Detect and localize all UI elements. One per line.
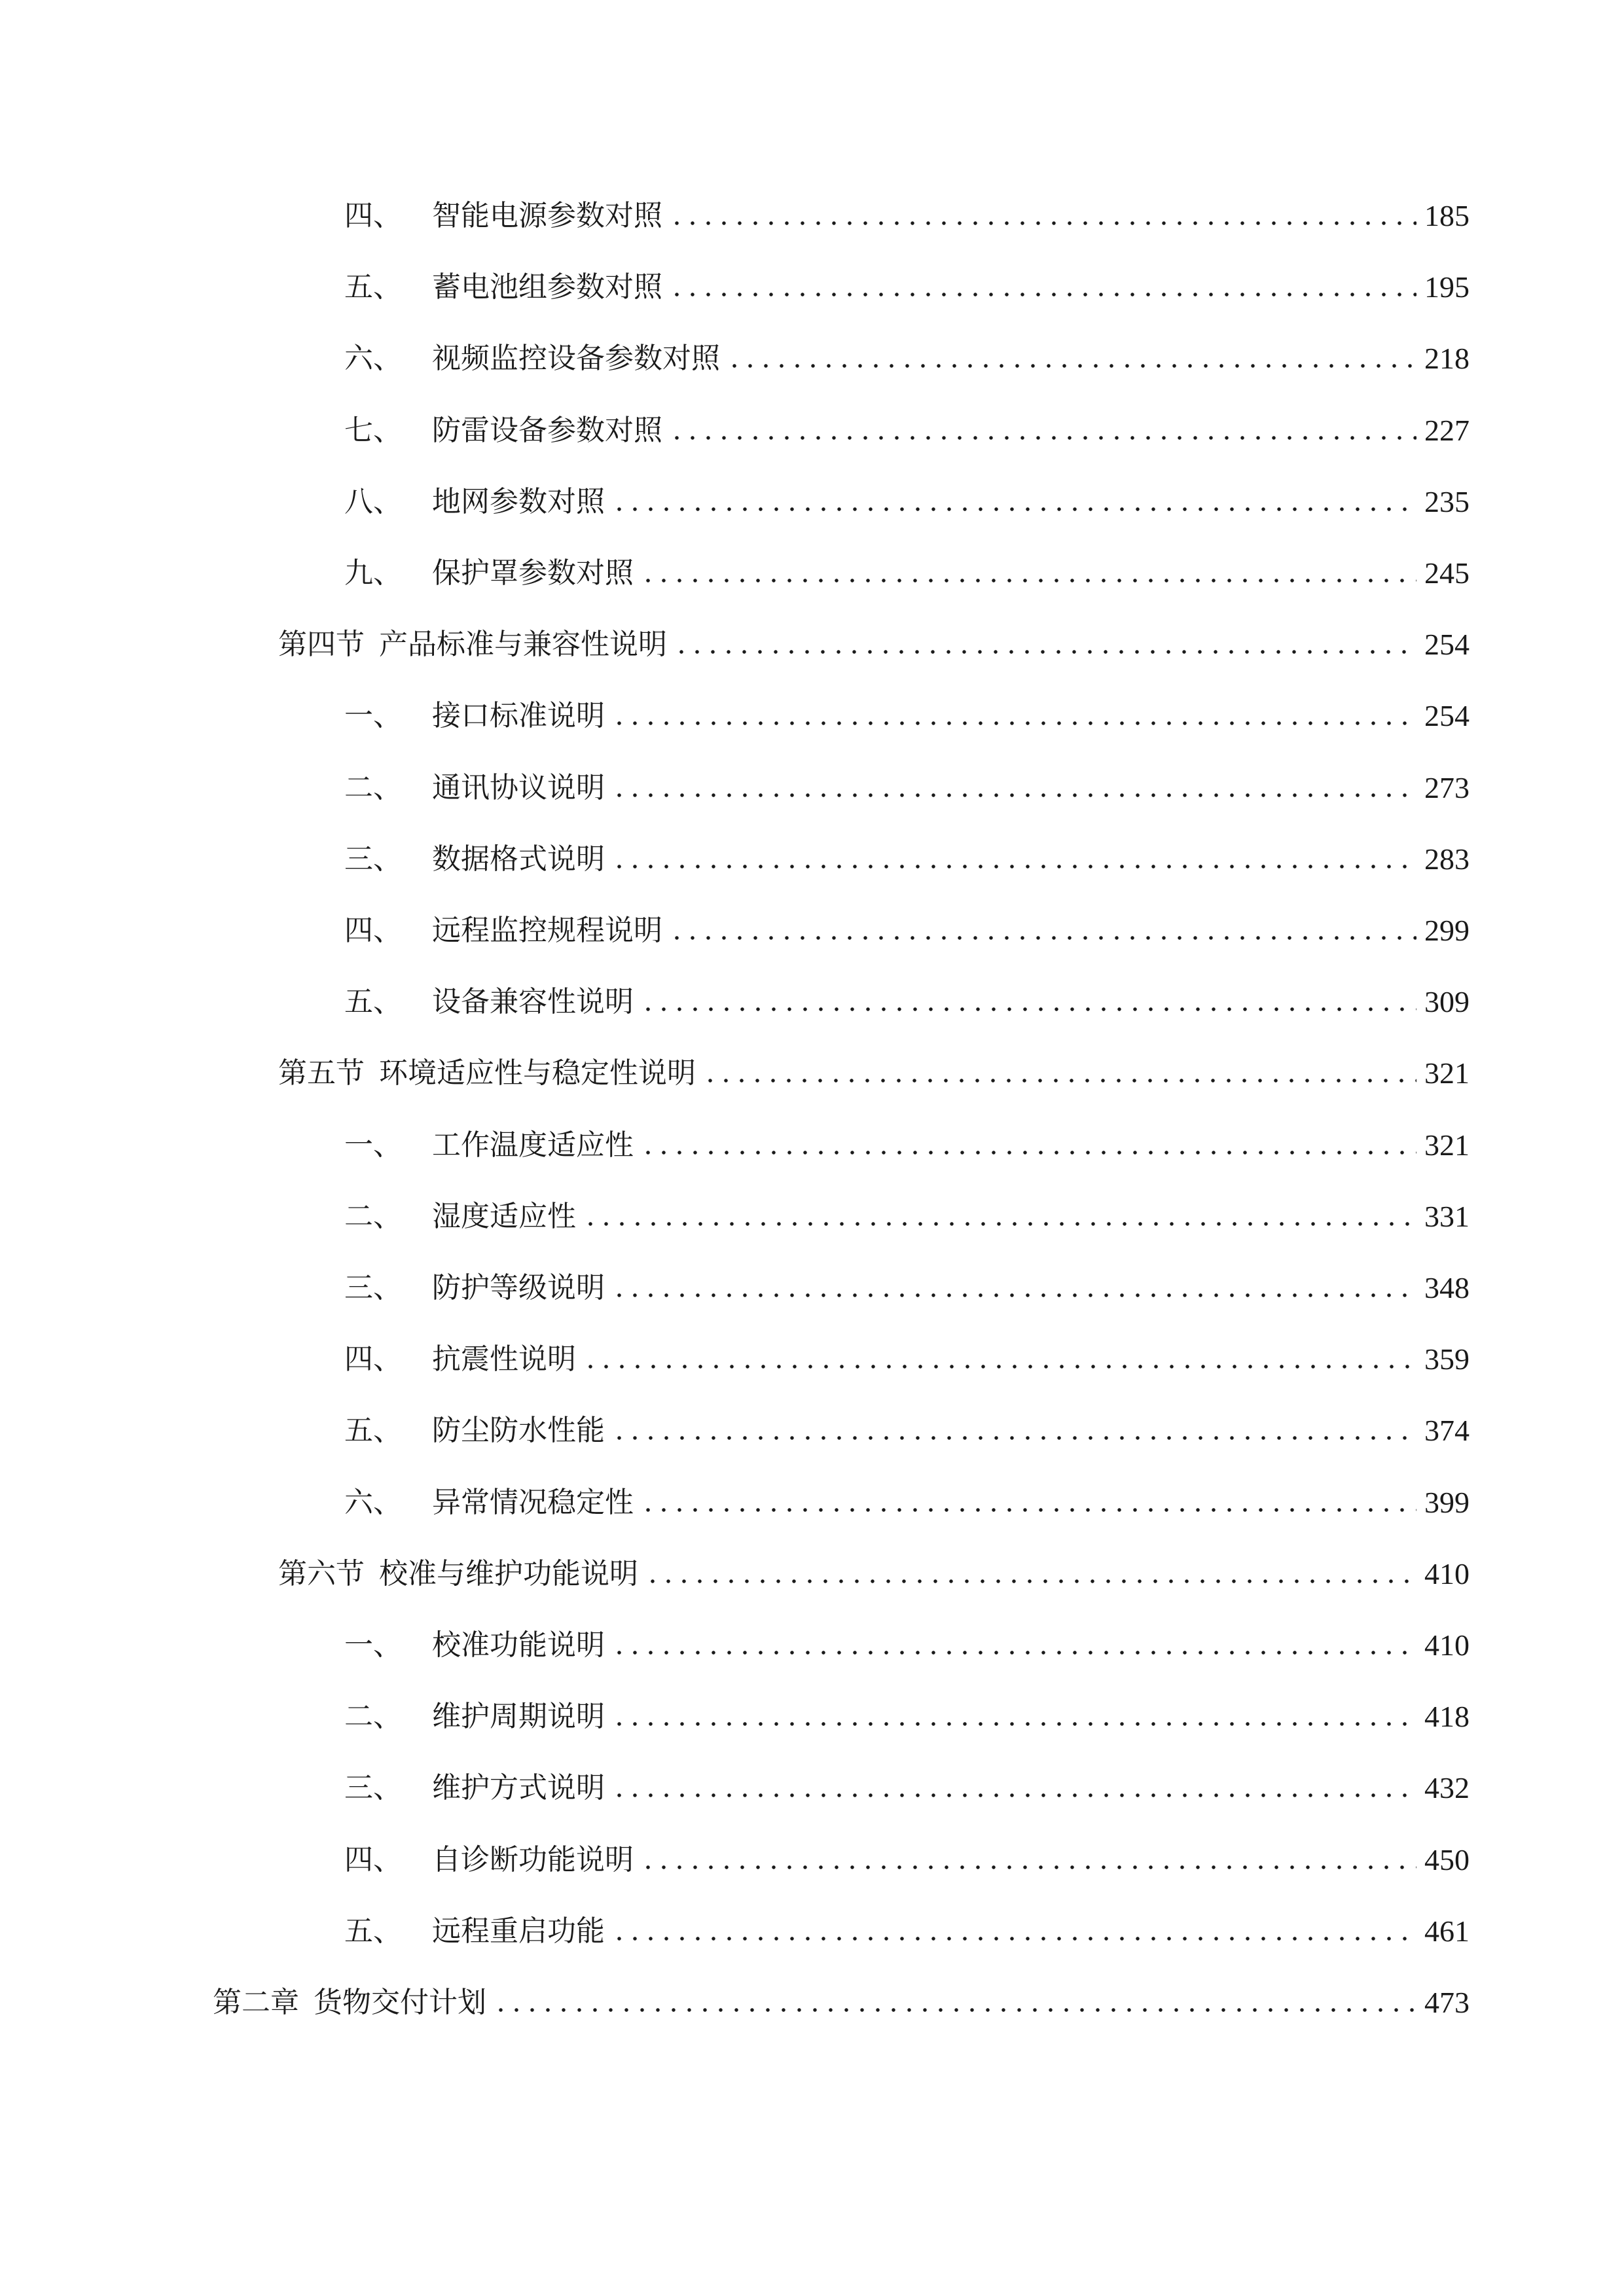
toc-entry-number: 七、	[344, 413, 402, 447]
toc-dot-leader	[645, 1578, 1416, 1585]
toc-dot-leader	[611, 1935, 1416, 1942]
toc-entry-number: 第五节	[278, 1056, 365, 1090]
toc-entry-page-number: 473	[1424, 1986, 1470, 2019]
toc-entry-title: 视频监控设备参数对照	[432, 342, 720, 376]
toc-dot-leader	[640, 1507, 1416, 1513]
toc-entry-page-number: 321	[1424, 1128, 1470, 1162]
toc-entry-page-number: 418	[1424, 1700, 1470, 1734]
toc-entry[interactable]	[344, 768, 1470, 808]
toc-entry-number: 五、	[344, 1914, 402, 1948]
toc-dot-leader	[611, 720, 1416, 726]
toc-dot-leader	[669, 220, 1416, 226]
toc-entry-number: 二、	[344, 1199, 402, 1233]
toc-dot-leader	[640, 1864, 1416, 1871]
toc-entry-page-number: 410	[1424, 1628, 1470, 1662]
toc-entry-number: 一、	[344, 1128, 402, 1162]
toc-dot-leader	[640, 577, 1416, 584]
toc-entry-page-number: 299	[1424, 914, 1470, 947]
toc-entry-number: 四、	[344, 199, 402, 232]
toc-entry-number: 第六节	[278, 1556, 365, 1590]
toc-dot-leader	[611, 506, 1416, 512]
toc-entry-page-number: 309	[1424, 985, 1470, 1019]
toc-entry-page-number: 359	[1424, 1342, 1470, 1376]
toc-entry-number: 一、	[344, 1628, 402, 1662]
toc-entry-title: 维护周期说明	[432, 1700, 605, 1734]
toc-entry-page-number: 218	[1424, 342, 1470, 376]
toc-entry[interactable]	[344, 840, 1470, 879]
toc-entry[interactable]	[344, 1768, 1470, 1808]
toc-dot-leader	[493, 2007, 1416, 2013]
toc-entry[interactable]	[344, 339, 1470, 378]
toc-entry[interactable]	[344, 1268, 1470, 1308]
toc-entry-number: 三、	[344, 1771, 402, 1805]
toc-entry-number: 四、	[344, 1342, 402, 1376]
toc-entry[interactable]	[344, 1126, 1470, 1165]
toc-dot-leader	[611, 863, 1416, 870]
toc-entry[interactable]	[344, 696, 1470, 736]
toc-entry-number: 五、	[344, 985, 402, 1019]
toc-entry-page-number: 321	[1424, 1056, 1470, 1090]
toc-dot-leader	[640, 1149, 1416, 1156]
toc-entry[interactable]	[344, 1197, 1470, 1236]
toc-entry-title: 货物交付计划	[314, 1986, 486, 2019]
toc-entry-title: 接口标准说明	[432, 699, 605, 733]
toc-dot-leader	[611, 1435, 1416, 1441]
toc-entry-number: 六、	[344, 342, 402, 376]
toc-entry-page-number: 185	[1424, 199, 1470, 232]
toc-entry-page-number: 195	[1424, 270, 1470, 304]
toc-entry[interactable]	[344, 1840, 1470, 1880]
toc-entry-title: 湿度适应性	[432, 1199, 576, 1233]
toc-entry[interactable]	[344, 1483, 1470, 1522]
toc-entry-title: 校准功能说明	[432, 1628, 605, 1662]
toc-entry[interactable]	[278, 1054, 1470, 1093]
toc-dot-leader	[727, 363, 1416, 369]
toc-entry-page-number: 254	[1424, 699, 1470, 733]
toc-entry-page-number: 254	[1424, 628, 1470, 662]
toc-entry[interactable]	[344, 1697, 1470, 1736]
toc-entry-page-number: 432	[1424, 1771, 1470, 1805]
toc-dot-leader	[611, 1649, 1416, 1656]
toc-dot-leader	[702, 1077, 1416, 1084]
toc-entry[interactable]	[344, 1626, 1470, 1665]
toc-entry-title: 校准与维护功能说明	[379, 1556, 638, 1590]
toc-entry-number: 三、	[344, 1271, 402, 1304]
toc-entry-title: 地网参数对照	[432, 484, 605, 518]
toc-entry[interactable]	[213, 1983, 1470, 2022]
toc-entry-number: 五、	[344, 1414, 402, 1448]
toc-entry[interactable]	[344, 1340, 1470, 1379]
toc-entry-page-number: 331	[1424, 1199, 1470, 1233]
toc-dot-leader	[669, 435, 1416, 441]
toc-dot-leader	[583, 1363, 1416, 1370]
toc-entry-number: 二、	[344, 1700, 402, 1734]
toc-entry-title: 产品标准与兼容性说明	[379, 628, 667, 662]
toc-entry-title: 工作温度适应性	[432, 1128, 634, 1162]
toc-entry-page-number: 461	[1424, 1914, 1470, 1948]
toc-entry[interactable]	[278, 1554, 1470, 1594]
toc-entry[interactable]	[344, 268, 1470, 307]
toc-entry-number: 第二章	[213, 1986, 299, 2019]
toc-entry-page-number: 245	[1424, 556, 1470, 590]
toc-entry-title: 远程监控规程说明	[432, 914, 662, 947]
toc-entry-page-number: 410	[1424, 1556, 1470, 1590]
toc-entry-page-number: 235	[1424, 484, 1470, 518]
toc-entry[interactable]	[344, 196, 1470, 236]
toc-dot-leader	[669, 935, 1416, 941]
toc-dot-leader	[611, 1292, 1416, 1299]
toc-entry[interactable]	[344, 911, 1470, 950]
toc-entry-title: 通讯协议说明	[432, 770, 605, 804]
toc-entry[interactable]	[344, 1411, 1470, 1450]
toc-dot-leader	[611, 1721, 1416, 1727]
toc-dot-leader	[583, 1221, 1416, 1227]
toc-entry-number: 一、	[344, 699, 402, 733]
toc-entry[interactable]	[344, 411, 1470, 450]
toc-entry-title: 维护方式说明	[432, 1771, 605, 1805]
toc-entry[interactable]	[344, 554, 1470, 593]
toc-dot-leader	[669, 291, 1416, 298]
toc-dot-leader	[674, 649, 1416, 655]
toc-dot-leader	[640, 1006, 1416, 1013]
toc-entry[interactable]	[344, 482, 1470, 522]
toc-entry-number: 二、	[344, 770, 402, 804]
toc-entry-title: 抗震性说明	[432, 1342, 576, 1376]
toc-entry-number: 九、	[344, 556, 402, 590]
toc-entry-number: 六、	[344, 1485, 402, 1519]
toc-entry-page-number: 348	[1424, 1271, 1470, 1304]
toc-entry-page-number: 273	[1424, 770, 1470, 804]
toc-dot-leader	[611, 1792, 1416, 1799]
toc-entry-title: 防护等级说明	[432, 1271, 605, 1304]
toc-entry-page-number: 374	[1424, 1414, 1470, 1448]
toc-entry[interactable]	[278, 625, 1470, 664]
toc-entry-page-number: 450	[1424, 1842, 1470, 1876]
toc-entry-number: 四、	[344, 914, 402, 947]
toc-entry[interactable]	[344, 1912, 1470, 1951]
toc-dot-leader	[611, 792, 1416, 798]
toc-entry-page-number: 399	[1424, 1485, 1470, 1519]
toc-entry-number: 第四节	[278, 628, 365, 662]
toc-entry-page-number: 227	[1424, 413, 1470, 447]
toc-entry-title: 蓄电池组参数对照	[432, 270, 662, 304]
toc-entry-title: 设备兼容性说明	[432, 985, 634, 1019]
toc-entry-number: 四、	[344, 1842, 402, 1876]
toc-entry-title: 远程重启功能	[432, 1914, 605, 1948]
toc-entry-number: 五、	[344, 270, 402, 304]
toc-entry-number: 八、	[344, 484, 402, 518]
toc-entry[interactable]	[344, 982, 1470, 1022]
toc-entry-title: 自诊断功能说明	[432, 1842, 634, 1876]
toc-entry-title: 保护罩参数对照	[432, 556, 634, 590]
toc-entry-page-number: 283	[1424, 842, 1470, 876]
toc-entry-title: 防尘防水性能	[432, 1414, 605, 1448]
toc-entry-title: 数据格式说明	[432, 842, 605, 876]
toc-entry-title: 环境适应性与稳定性说明	[379, 1056, 696, 1090]
toc-entry-title: 防雷设备参数对照	[432, 413, 662, 447]
toc-entry-title: 异常情况稳定性	[432, 1485, 634, 1519]
toc-entry-number: 三、	[344, 842, 402, 876]
toc-entry-title: 智能电源参数对照	[432, 199, 662, 232]
